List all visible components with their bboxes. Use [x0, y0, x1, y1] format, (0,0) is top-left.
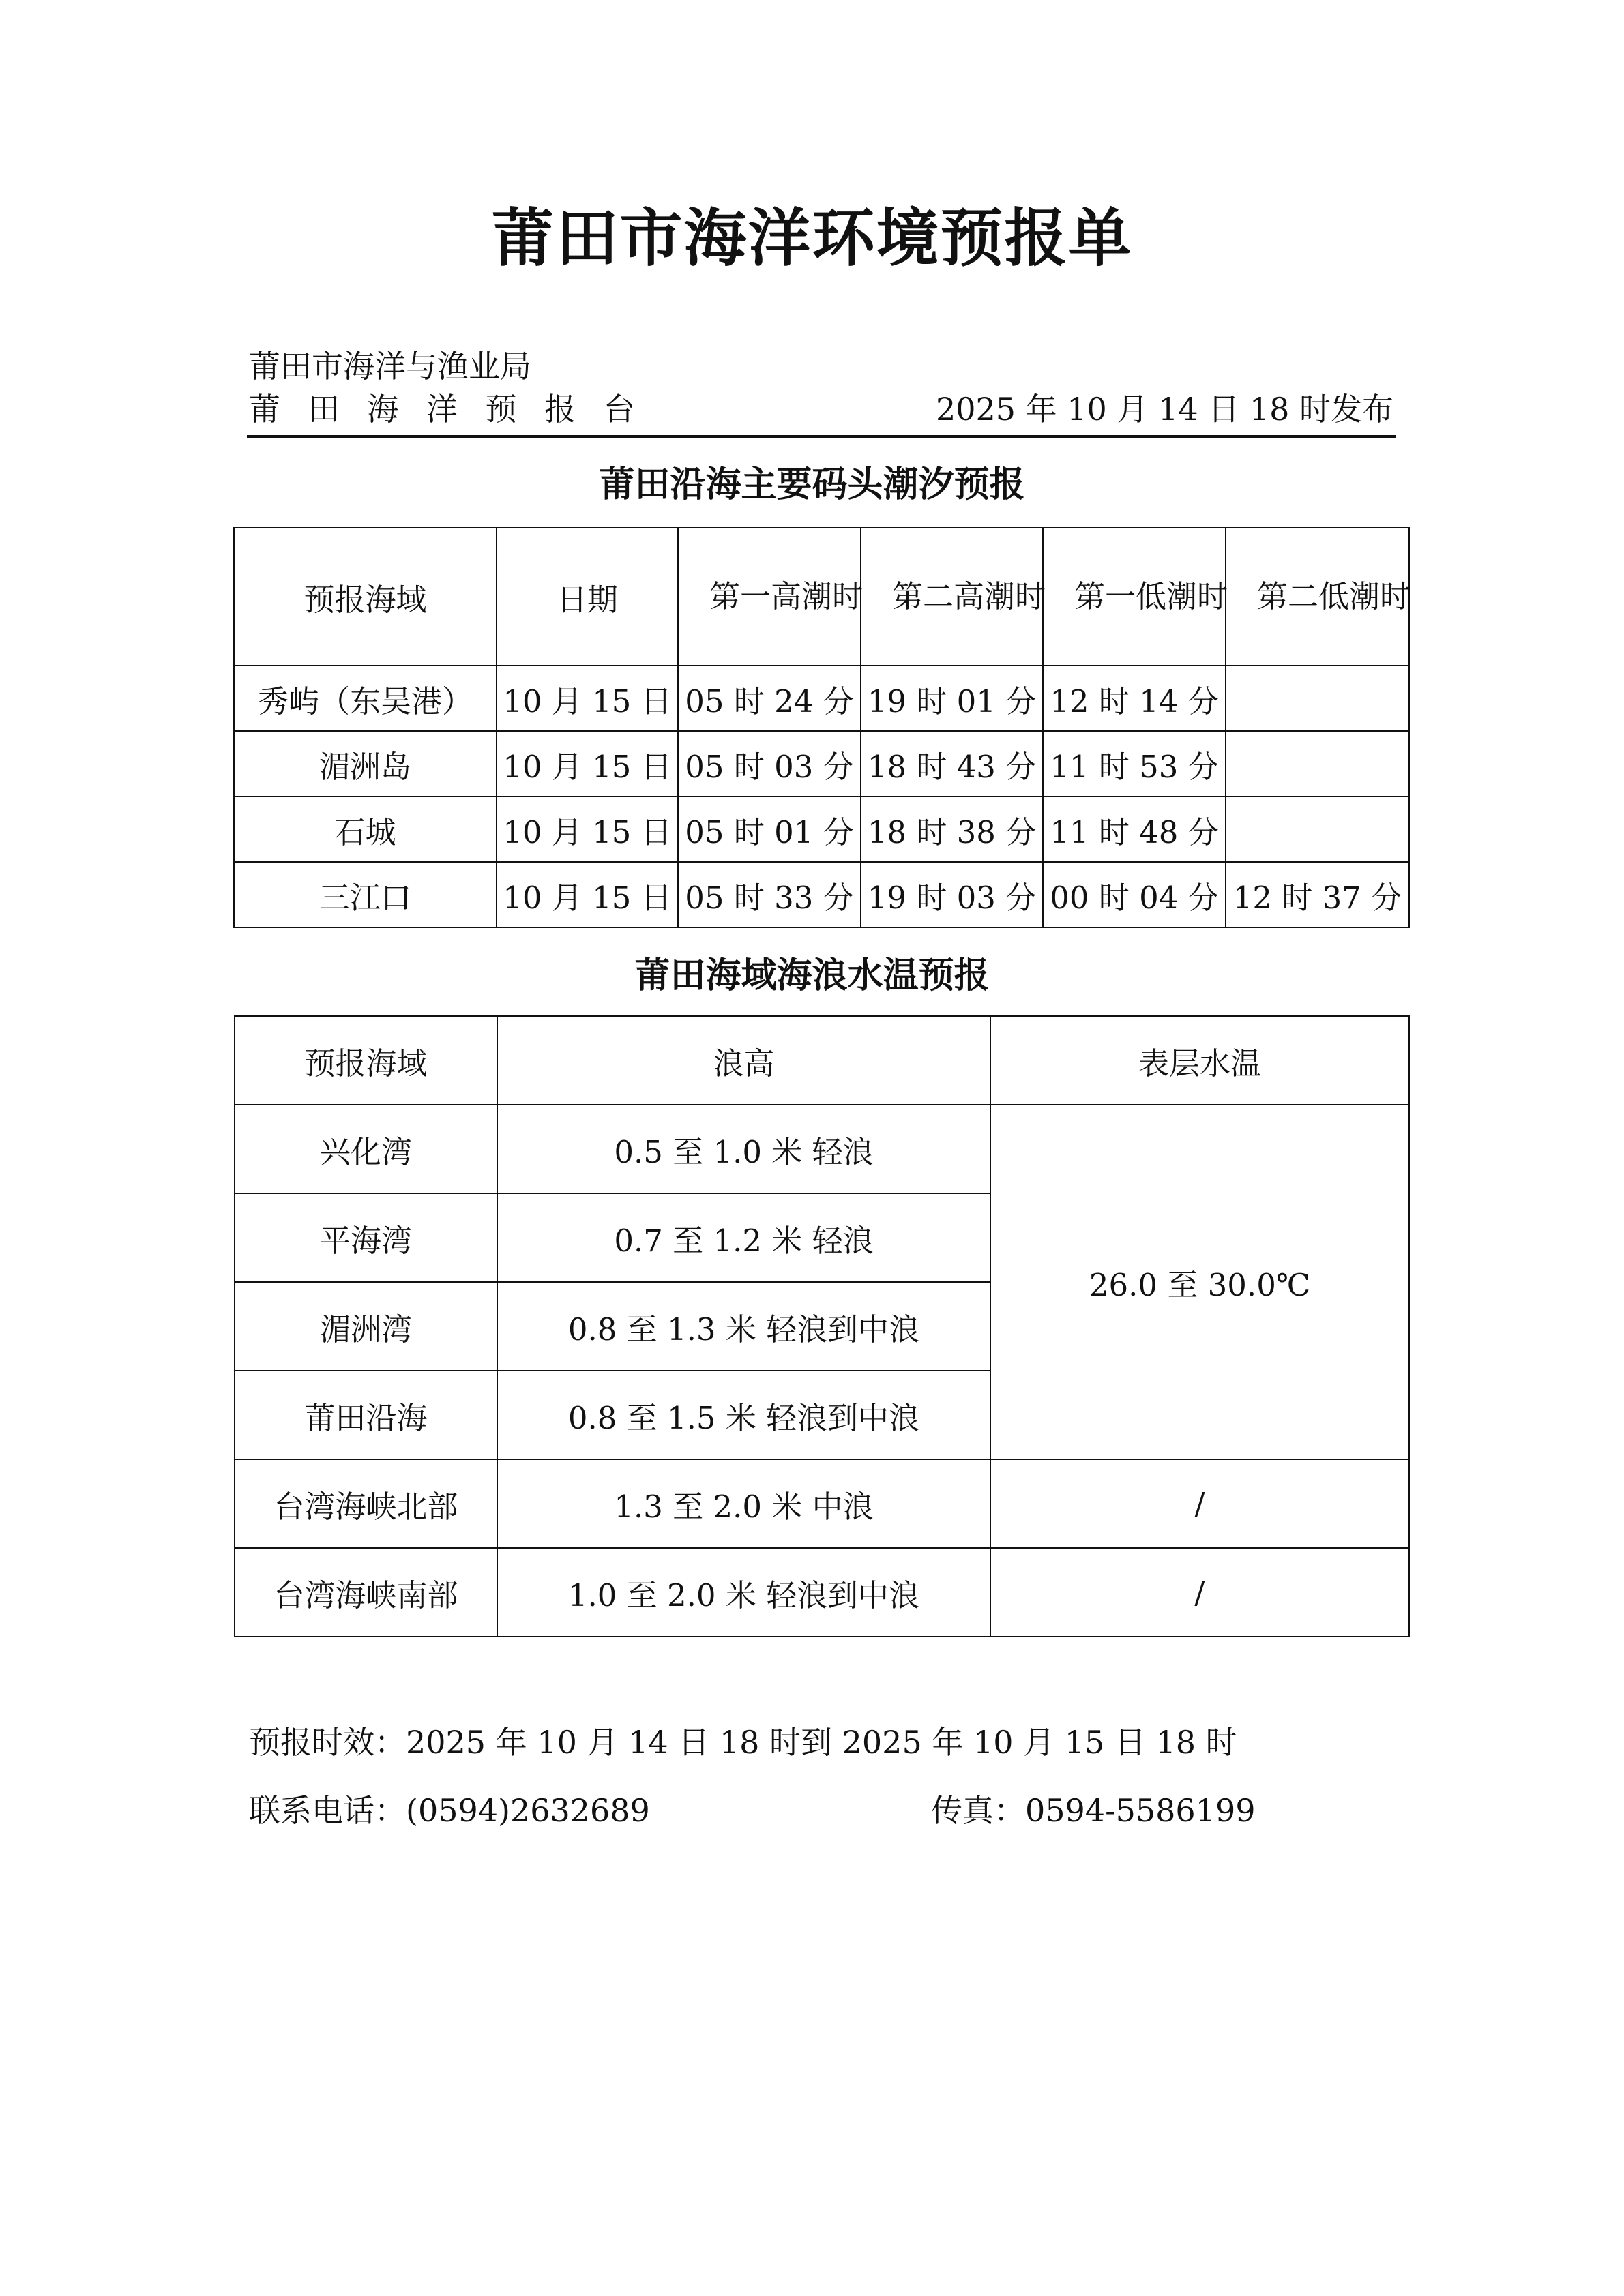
issue-time: 2025 年 10 月 14 日 18 时发布	[935, 391, 1393, 428]
wave-area-cell: 台湾海峡北部	[235, 1459, 497, 1548]
tide-high2-cell: 19 时 03 分	[861, 862, 1043, 927]
org-name-station: 莆 田 海 洋 预 报 台	[249, 391, 644, 428]
wave-area-cell: 兴化湾	[235, 1105, 497, 1193]
contact-fax: 传真：0594-5586199	[931, 1792, 1256, 1829]
wave-height-cell: 1.0 至 2.0 米 轻浪到中浪	[497, 1548, 990, 1637]
table-row	[234, 862, 1409, 927]
org-name-bureau: 莆田市海洋与渔业局	[249, 348, 531, 385]
tide-date-cell: 10 月 15 日	[497, 731, 678, 796]
tide-header-high2	[861, 528, 1046, 666]
table-row	[234, 666, 1409, 731]
wave-header-row	[235, 1016, 1409, 1105]
tide-header-high1-text: 第一高潮时	[709, 578, 863, 614]
tide-area-cell: 湄洲岛	[234, 731, 497, 796]
wave-table	[234, 1015, 1410, 1637]
tide-date-cell: 10 月 15 日	[497, 796, 678, 862]
tide-table	[233, 527, 1410, 928]
tide-high1-cell: 05 时 01 分	[678, 796, 861, 862]
forecast-validity: 预报时效：2025 年 10 月 14 日 18 时到 2025 年 10 月 15 日 18 时	[249, 1724, 1237, 1761]
wave-area-cell: 莆田沿海	[235, 1371, 497, 1459]
tide-header-low1	[1043, 528, 1226, 666]
tide-header-area: 预报海域	[234, 528, 497, 666]
tide-header-high2-text: 第二高潮时	[891, 578, 1046, 614]
wave-height-cell: 0.8 至 1.5 米 轻浪到中浪	[497, 1371, 990, 1459]
tide-high1-cell: 05 时 33 分	[678, 862, 861, 927]
table-row	[235, 1105, 1409, 1193]
tide-header-row	[234, 528, 1409, 666]
tide-low2-cell	[1226, 666, 1409, 731]
tide-high2-cell: 19 时 01 分	[861, 666, 1043, 731]
tide-area-cell: 石城	[234, 796, 497, 862]
tide-date-cell: 10 月 15 日	[497, 666, 678, 731]
header-divider	[247, 435, 1396, 438]
tide-area-cell: 三江口	[234, 862, 497, 927]
tide-date-cell: 10 月 15 日	[497, 862, 678, 927]
tide-high1-cell: 05 时 24 分	[678, 666, 861, 731]
tide-low1-cell: 11 时 48 分	[1043, 796, 1226, 862]
tide-low2-cell	[1226, 796, 1409, 862]
wave-area-cell: 台湾海峡南部	[235, 1548, 497, 1637]
tide-header-low1-text: 第一低潮时	[1074, 578, 1228, 614]
tide-low1-cell: 11 时 53 分	[1043, 731, 1226, 796]
wave-height-cell: 0.8 至 1.3 米 轻浪到中浪	[497, 1282, 990, 1371]
wave-section-title: 莆田海域海浪水温预报	[634, 955, 990, 996]
wave-height-cell: 0.5 至 1.0 米 轻浪	[497, 1105, 990, 1193]
wave-temp-cell: /	[990, 1548, 1409, 1637]
table-row	[235, 1459, 1409, 1548]
tide-area-cell: 秀屿（东吴港）	[234, 666, 497, 731]
wave-area-cell: 湄洲湾	[235, 1282, 497, 1371]
page-title: 莆田市海洋环境预报单	[491, 202, 1133, 275]
wave-height-cell: 1.3 至 2.0 米 中浪	[497, 1459, 990, 1548]
contact-phone: 联系电话：(0594)2632689	[249, 1792, 650, 1829]
wave-temp-shared-cell: 26.0 至 30.0℃	[990, 1105, 1409, 1459]
wave-temp-cell: /	[990, 1459, 1409, 1548]
wave-area-cell: 平海湾	[235, 1193, 497, 1282]
wave-header-area: 预报海域	[235, 1016, 497, 1105]
tide-low1-cell: 00 时 04 分	[1043, 862, 1226, 927]
tide-high1-cell: 05 时 03 分	[678, 731, 861, 796]
tide-section-title: 莆田沿海主要码头潮汐预报	[599, 464, 1025, 505]
tide-header-low2	[1226, 528, 1409, 666]
table-row	[235, 1548, 1409, 1637]
tide-low2-cell: 12 时 37 分	[1226, 862, 1409, 927]
tide-header-date: 日期	[497, 528, 678, 666]
tide-low2-cell	[1226, 731, 1409, 796]
tide-header-low2-text: 第二低潮时	[1256, 578, 1411, 614]
tide-low1-cell: 12 时 14 分	[1043, 666, 1226, 731]
table-row	[234, 731, 1409, 796]
tide-high2-cell: 18 时 38 分	[861, 796, 1043, 862]
tide-header-high1	[678, 528, 861, 666]
tide-high2-cell: 18 时 43 分	[861, 731, 1043, 796]
table-row	[234, 796, 1409, 862]
wave-header-height: 浪高	[497, 1016, 990, 1105]
wave-header-temp: 表层水温	[990, 1016, 1409, 1105]
wave-height-cell: 0.7 至 1.2 米 轻浪	[497, 1193, 990, 1282]
